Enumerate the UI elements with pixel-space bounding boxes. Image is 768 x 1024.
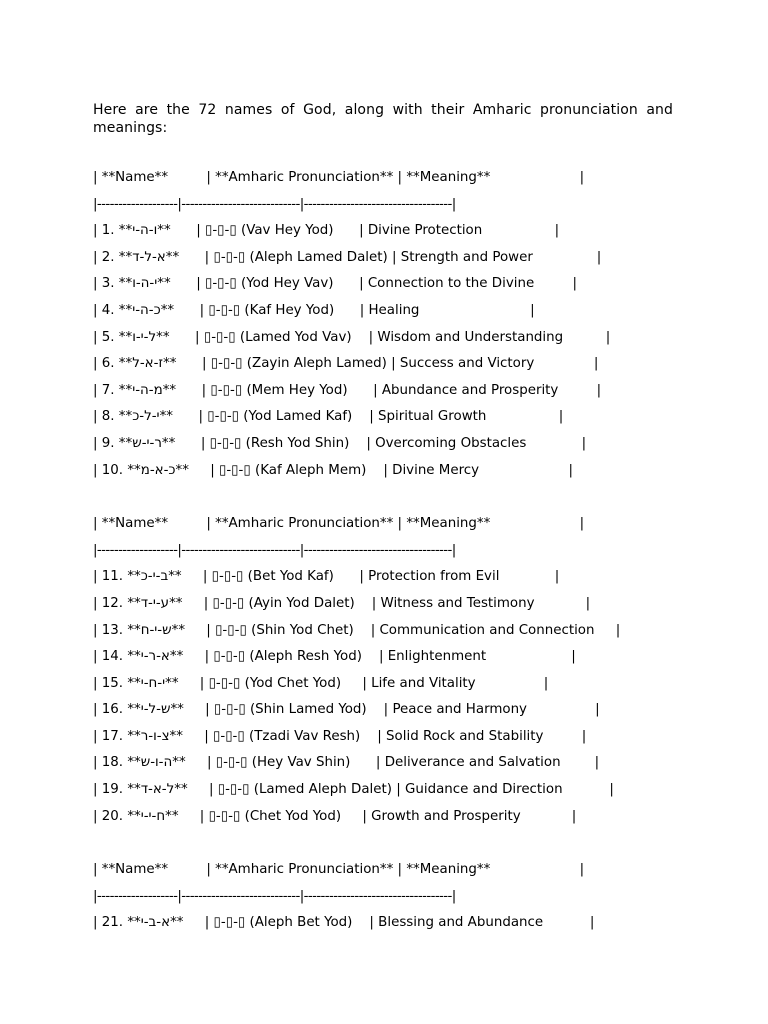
table-row: | 8. **י-ל-כ** | ▯-▯-▯ (Yod Lamed Kaf) | Spiritual Growth | [93,409,564,425]
table-row: | 13. **ש-י-ח** | ▯-▯-▯ (Shin Yod Chet) | Communication and Connection | [93,622,621,638]
table-header-row: | **Name** | **Amharic Pronunciation** | **Meaning** | [93,862,585,878]
table-header-row: | **Name** | **Amharic Pronunciation** | **Meaning** | [93,170,585,185]
table-separator-row: |-------------------|----------------------------|-----------------------------------| [93,888,456,904]
table-row: | 1. **ו-ה-י** | ▯-▯-▯ (Vav Hey Yod) | Divine Protection | [93,223,560,239]
table-row: | 12. **ע-י-ד** | ▯-▯-▯ (Ayin Yod Dalet) | Witness and Testimony | [93,595,591,611]
table-separator-row: |-------------------|----------------------------|-----------------------------------| [93,542,456,558]
table-row: | 21. **א-ב-י** | ▯-▯-▯ (Aleph Bet Yod) | Blessing and Abundance | [93,915,595,931]
table-row: | 15. **י-ח-י** | ▯-▯-▯ (Yod Chet Yod) | Life and Vitality | [93,675,549,691]
table-row: | 20. **ח-י-י** | ▯-▯-▯ (Chet Yod Yod) | Growth and Prosperity | [93,808,577,824]
table-row: | 2. **א-ל-ד** | ▯-▯-▯ (Aleph Lamed Dalet) | Strength and Power | [93,249,602,265]
table-row: | 10. **כ-א-מ** | ▯-▯-▯ (Kaf Aleph Mem) | Divine Mercy | [93,462,573,478]
table-row: | 14. **א-ר-י** | ▯-▯-▯ (Aleph Resh Yod) | Enlightenment | [93,649,576,665]
table-row: | 17. **צ-ו-ר** | ▯-▯-▯ (Tzadi Vav Resh) | Solid Rock and Stability | [93,728,587,744]
table-row: | 6. **ז-א-ל** | ▯-▯-▯ (Zayin Aleph Lamed) | Success and Victory | [93,356,599,372]
table-row: | 4. **כ-ה-י** | ▯-▯-▯ (Kaf Hey Yod) | Healing | [93,302,535,318]
table-row: | 9. **ר-י-ש** | ▯-▯-▯ (Resh Yod Shin) | Overcoming Obstacles | [93,435,587,451]
table-section [93,511,673,830]
table-row: | 7. **מ-ה-י** | ▯-▯-▯ (Mem Hey Yod) | Abundance and Prosperity | [93,382,602,398]
table-section [93,857,673,937]
intro-paragraph: Here are the 72 names of God, along with their Amharic pronunciation and meanings: [93,102,673,136]
table-row: | 18. **ה-ו-ש** | ▯-▯-▯ (Hey Vav Shin) | Deliverance and Salvation | [93,755,600,771]
table-row: | 3. **י-ה-ו** | ▯-▯-▯ (Yod Hey Vav) | Connection to the Divine | [93,276,578,292]
table-separator-row: |-------------------|----------------------------|-----------------------------------| [93,196,456,212]
table-row: | 16. **ש-ל-י** | ▯-▯-▯ (Shin Lamed Yod) | Peace and Harmony | [93,702,600,718]
table-header-row: | **Name** | **Amharic Pronunciation** | **Meaning** | [93,516,585,532]
table-section [93,165,673,484]
document-page [93,101,673,964]
table-row: | 11. **ב-י-כ** | ▯-▯-▯ (Bet Yod Kaf) | Protection from Evil | [93,569,560,585]
markdown-tables [93,165,673,937]
table-row: | 5. **ל-י-ו** | ▯-▯-▯ (Lamed Yod Vav) | Wisdom and Understanding | [93,329,611,345]
table-row: | 19. **ל-א-ד** | ▯-▯-▯ (Lamed Aleph Dalet) | Guidance and Direction | [93,782,614,798]
